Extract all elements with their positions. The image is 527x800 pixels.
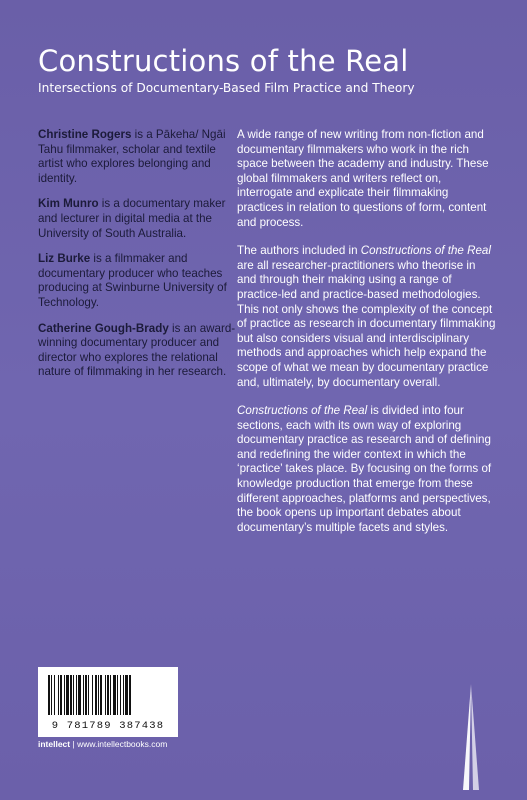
barcode-bar [85,675,87,715]
barcode-bar [51,675,52,715]
barcode-bar [64,675,65,715]
barcode-bar [73,675,74,715]
barcode-bar [129,675,131,715]
barcode-bar [100,675,102,715]
barcode-bar [48,675,50,715]
author-bio [38,128,238,186]
description-text: The authors included in [237,244,361,258]
book-title-italic: Constructions of the Real [360,244,491,258]
barcode-bar [76,675,77,715]
barcode-bar [66,675,69,715]
barcode-bar [60,675,62,715]
publisher-line [38,739,167,749]
intellect-logo-icon [461,684,481,790]
isbn-barcode [38,667,178,737]
barcode-bar [117,675,118,715]
barcode-bar [78,675,81,715]
book-subtitle: Intersections of Documentary-Based Film Practice and Theory [38,81,415,95]
author-bio [38,197,238,241]
author-bio-text: is a documentary maker and lecturer in digital media at the University of South Australia. [38,197,226,240]
isbn-number: 9 781789 387438 [51,720,165,732]
author-bio [38,252,238,310]
author-bio [38,322,238,380]
author-bio-text: is a Pākeha/ Ngāi Tahu filmmaker, scholar and textile artist who explores belonging and identity. [38,128,226,185]
book-title-italic: Constructions of the Real [237,404,368,418]
book-description [237,128,497,549]
barcode-bar [88,675,89,715]
barcode-bar [120,675,121,715]
barcode-bar [70,675,72,715]
description-text: is divided into four sections, each with its own way of exploring documentary practice as research and of defining and redefining the wider context in which the ‘practice’ takes place. By focusing on the forms of knowledge production that emerge from these different approaches, platforms and perspectives, the book opens up important debates about documentary’s multiple facets and styles. [237,404,492,534]
publisher-separator: | [70,739,78,749]
author-name: Liz Burke [38,252,91,266]
barcode-bar [105,675,106,715]
barcode-bar [58,675,59,715]
author-bio-text: is an award-winning documentary producer and director who explores the relational nature of filmmaking in her research. [38,321,236,379]
barcode-bar [123,675,124,715]
description-paragraph-3 [237,404,497,535]
book-title: Constructions of the Real [38,44,409,78]
barcode-bars [46,675,170,715]
author-bios [38,128,238,391]
barcode-bar [107,675,109,715]
barcode-bar [54,675,55,715]
barcode-bar [95,675,97,715]
author-name: Christine Rogers [38,128,132,141]
barcode-bar [110,675,111,715]
publisher-url: www.intellectbooks.com [77,739,168,749]
barcode-bar [113,675,116,715]
description-text: are all researcher-practitioners who theorise in and through their making using a range of practice-led and practice-based methodologies. This not only shows the complexity of the concept of practice as research in documentary filmmaking but also considers visual and interdisciplinary methods and approaches which help expand the scope of what we mean by documentary practice and, ultimately, by documentary overall. [237,258,496,389]
barcode-bar [125,675,128,715]
barcode-bar [98,675,99,715]
author-bio-text: is a filmmaker and documentary producer who teaches producing at Swinburne University of Technology. [38,252,227,309]
description-paragraph-1: A wide range of new writing from non-fiction and documentary filmmakers who work in the rich space between the academy and industry. These global filmmakers and writers reflect on, interrogate and explicate their filmmaking practices in relation to questions of form, content and process. [237,128,489,229]
author-name: Kim Munro [38,197,99,211]
barcode-bar [92,675,93,715]
publisher-name: intellect [38,739,71,749]
author-name: Catherine Gough-Brady [38,321,169,335]
barcode-bar [83,675,84,715]
description-paragraph-2 [237,244,497,390]
